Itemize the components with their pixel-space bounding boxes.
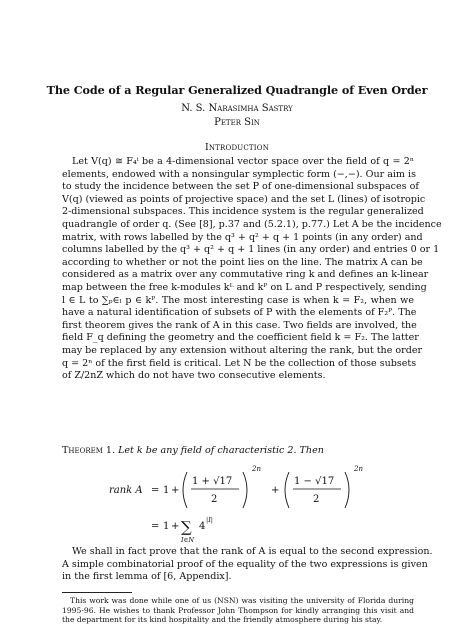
formula-equals: =: [151, 485, 160, 496]
numerator-1: 1 + √17: [192, 476, 233, 487]
sum-subscript: I∈N: [181, 536, 195, 544]
text-line: in the first lemma of [6, Appendix].: [62, 571, 232, 583]
rank-formula: [75, 458, 415, 550]
denominator-2: 2: [313, 494, 320, 505]
section-heading: Introduction: [204, 142, 270, 153]
text-line: 2-dimensional subspaces. This incidence system is the regular generalized: [62, 206, 424, 218]
text-line: quadrangle of order q. (See [8], p.37 and (5.2.1), p.77.) Let A be the incidence: [62, 218, 442, 230]
exponent-2: 2n: [354, 465, 363, 473]
formula-one-2: 1: [163, 521, 170, 532]
sum-sign: ∑: [181, 518, 192, 536]
formula-plus-2: +: [271, 485, 280, 496]
text-line: columns labelled by the q³ + q² + q + 1 lines (in any order) and entries 0 or 1: [62, 244, 440, 256]
text-line: Let V(q) ≅ F₄ⁱ be a 4-dimensional vector space over the field of q = 2ⁿ: [72, 156, 414, 167]
right-paren-2: [345, 472, 349, 508]
theorem-statement: Let k be any field of characteristic 2. Then: [118, 445, 324, 456]
sum-term-exponent: |I|: [206, 516, 213, 524]
author-2: Peter Sin: [214, 117, 260, 128]
footnote: [62, 596, 414, 625]
author-1: N. S. Narasimha Sastry: [181, 103, 293, 114]
exponent-1: 2n: [252, 465, 261, 473]
text-line: V(q) (viewed as points of projective space) and the set L (lines) of isotropic: [62, 193, 426, 205]
theorem-label: Theorem 1.: [62, 445, 116, 456]
formula-one: 1: [163, 485, 170, 496]
footnote-rule: [62, 592, 132, 593]
formula-plus: +: [171, 485, 180, 496]
sum-term-base: 4: [199, 521, 206, 532]
footnote-line: This work was done while one of us (NSN) was visiting the university of Florida during: [70, 596, 414, 605]
text-line: first theorem gives the rank of A in this case. Two fields are involved, the: [62, 319, 417, 331]
text-line: have a natural identification of subsets of P with the elements of F₂ᴾ. The: [62, 307, 417, 319]
footnote-line: 1995-96. He wishes to thank Professor John Thompson for kindly arranging this visit and: [62, 605, 414, 615]
text-line: field F_q defining the geometry and the coefficient field k = F₂. The latter: [62, 332, 419, 344]
paper-title: The Code of a Regular Generalized Quadrangle of Even Order: [46, 83, 428, 97]
numerator-2: 1 − √17: [294, 476, 335, 487]
text-line: q = 2ⁿ of the first field is critical. Let N be the collection of those subsets: [62, 357, 417, 369]
text-line: matrix, with rows labelled by the q³ + q² + q + 1 points (in any order) and: [62, 231, 423, 243]
text-line: elements, endowed with a nonsingular symplectic form (−,−). Our aim is: [62, 168, 416, 180]
right-paren-1: [243, 472, 247, 508]
theorem-1: [62, 445, 414, 456]
text-line: We shall in fact prove that the rank of A is equal to the second expression.: [72, 546, 433, 557]
formula-equals-2: =: [151, 521, 160, 532]
text-line: according to whether or not the point lies on the line. The matrix A can be: [62, 256, 423, 268]
left-paren-1: [183, 472, 187, 508]
denominator-1: 2: [211, 494, 218, 505]
text-line: l ∈ L to ∑ₚ∈ₗ p ∈ kᴾ. The most interesting case is when k = F₂, when we: [62, 294, 414, 306]
formula-lhs: rank A: [109, 485, 143, 496]
text-line: A simple combinatorial proof of the equality of the two expressions is given: [62, 558, 428, 570]
closing-paragraph: [62, 546, 433, 584]
introduction-paragraph: [62, 156, 442, 383]
footnote-line: the department for its kind hospitality and the friendly atmosphere during his stay.: [62, 615, 383, 625]
text-line: considered as a matrix over any commutative ring k and defines an k-linear: [62, 269, 429, 281]
formula-plus-3: +: [171, 521, 180, 532]
text-line: map between the free k-modules kᴸ and kᴾ on L and P respectively, sending: [62, 281, 427, 293]
text-line: of Z/2nZ which do not have two consecutive elements.: [62, 370, 326, 382]
text-line: to study the incidence between the set P of one-dimensional subspaces of: [62, 181, 419, 193]
left-paren-2: [285, 472, 289, 508]
text-line: may be replaced by any extension without altering the rank, but the order: [62, 344, 423, 356]
